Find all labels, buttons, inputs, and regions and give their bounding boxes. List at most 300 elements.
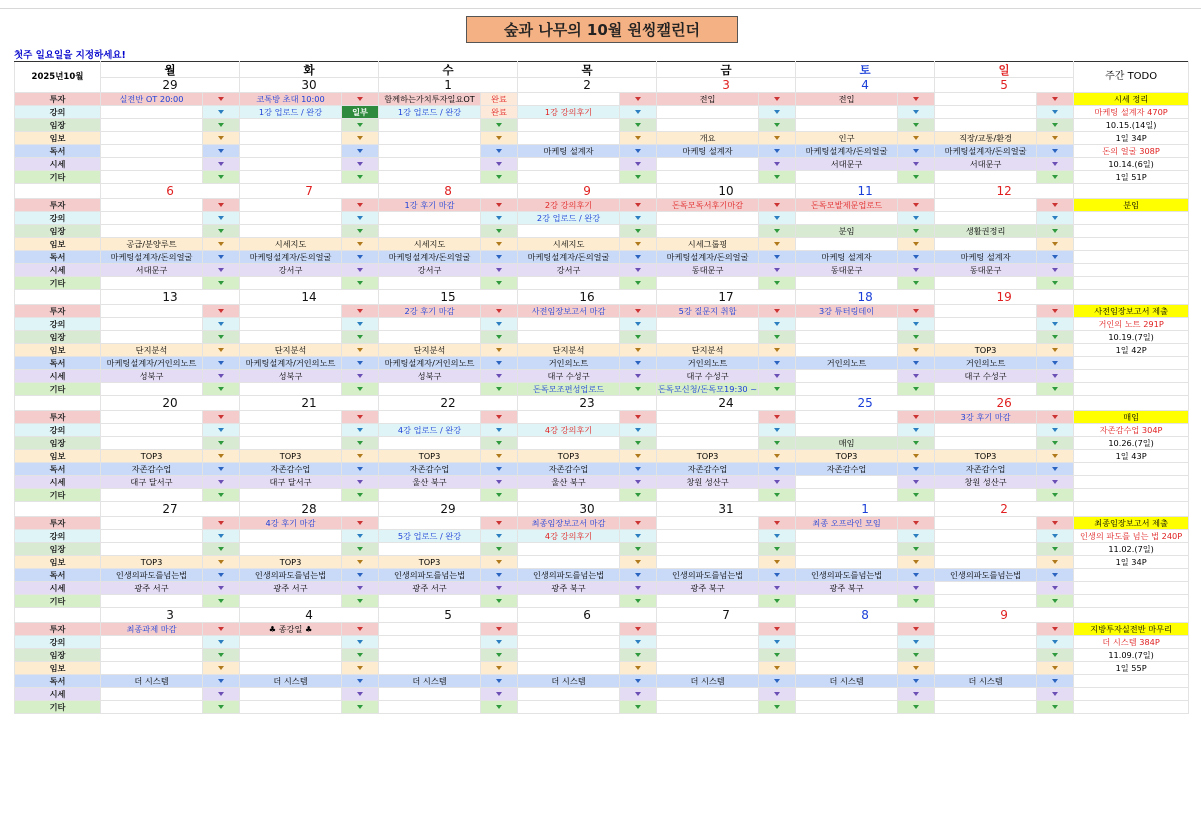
dropdown-arrow[interactable] — [759, 106, 796, 119]
dropdown-arrow[interactable] — [342, 318, 379, 331]
entry-cell[interactable] — [240, 357, 342, 370]
dropdown-arrow[interactable] — [1037, 383, 1074, 396]
todo-cell[interactable] — [1074, 383, 1189, 396]
dropdown-arrow[interactable] — [620, 411, 657, 424]
entry-cell[interactable] — [518, 132, 620, 145]
entry-cell[interactable] — [101, 106, 203, 119]
entry-cell[interactable] — [518, 662, 620, 675]
entry-cell[interactable] — [379, 331, 481, 344]
date-cell[interactable]: 30 — [518, 502, 657, 517]
dropdown-arrow[interactable] — [342, 543, 379, 556]
dropdown-arrow[interactable] — [620, 582, 657, 595]
dropdown-arrow[interactable] — [620, 264, 657, 277]
dropdown-arrow[interactable] — [342, 370, 379, 383]
dropdown-arrow[interactable] — [203, 411, 240, 424]
dropdown-arrow[interactable] — [481, 212, 518, 225]
dropdown-arrow[interactable] — [342, 623, 379, 636]
dropdown-arrow[interactable] — [898, 675, 935, 688]
date-cell[interactable]: 7 — [657, 608, 796, 623]
entry-cell[interactable] — [101, 383, 203, 396]
dropdown-arrow[interactable] — [620, 106, 657, 119]
entry-cell[interactable] — [935, 476, 1037, 489]
entry-cell[interactable] — [796, 145, 898, 158]
entry-cell[interactable] — [935, 556, 1037, 569]
dropdown-arrow[interactable] — [342, 93, 379, 106]
entry-cell[interactable] — [379, 517, 481, 530]
entry-cell[interactable] — [657, 318, 759, 331]
entry-cell[interactable] — [240, 595, 342, 608]
entry-cell[interactable] — [240, 318, 342, 331]
entry-cell[interactable] — [657, 238, 759, 251]
entry-cell[interactable] — [240, 199, 342, 212]
entry-cell[interactable] — [657, 264, 759, 277]
dropdown-arrow[interactable] — [620, 305, 657, 318]
entry-cell[interactable] — [518, 318, 620, 331]
entry-cell[interactable] — [796, 701, 898, 714]
dropdown-arrow[interactable] — [203, 171, 240, 184]
dropdown-arrow[interactable] — [1037, 595, 1074, 608]
entry-cell[interactable] — [379, 212, 481, 225]
dropdown-arrow[interactable] — [342, 530, 379, 543]
dropdown-arrow[interactable] — [203, 649, 240, 662]
entry-cell[interactable] — [657, 476, 759, 489]
date-cell[interactable]: 1 — [796, 502, 935, 517]
entry-cell[interactable] — [935, 688, 1037, 701]
entry-cell[interactable] — [379, 636, 481, 649]
dropdown-arrow[interactable] — [481, 623, 518, 636]
entry-cell[interactable] — [101, 158, 203, 171]
dropdown-arrow[interactable] — [1037, 530, 1074, 543]
entry-cell[interactable] — [796, 251, 898, 264]
entry-cell[interactable] — [379, 171, 481, 184]
dropdown-arrow[interactable] — [481, 662, 518, 675]
entry-cell[interactable] — [935, 225, 1037, 238]
dropdown-arrow[interactable] — [620, 489, 657, 502]
entry-cell[interactable] — [935, 318, 1037, 331]
dropdown-arrow[interactable] — [1037, 662, 1074, 675]
entry-cell[interactable] — [657, 517, 759, 530]
dropdown-arrow[interactable] — [620, 517, 657, 530]
dropdown-arrow[interactable] — [203, 212, 240, 225]
entry-cell[interactable] — [240, 145, 342, 158]
entry-cell[interactable] — [935, 582, 1037, 595]
dropdown-arrow[interactable] — [759, 623, 796, 636]
dropdown-arrow[interactable] — [759, 158, 796, 171]
entry-cell[interactable] — [379, 649, 481, 662]
entry-cell[interactable] — [657, 530, 759, 543]
dropdown-arrow[interactable] — [342, 119, 379, 132]
dropdown-arrow[interactable] — [620, 145, 657, 158]
dropdown-arrow[interactable] — [481, 305, 518, 318]
entry-cell[interactable] — [518, 701, 620, 714]
dropdown-arrow[interactable] — [342, 437, 379, 450]
dropdown-arrow[interactable] — [1037, 569, 1074, 582]
entry-cell[interactable] — [101, 450, 203, 463]
date-cell[interactable]: 2 — [935, 502, 1074, 517]
date-cell[interactable]: 29 — [101, 78, 240, 93]
entry-cell[interactable] — [796, 318, 898, 331]
dropdown-arrow[interactable] — [898, 569, 935, 582]
date-cell[interactable]: 11 — [796, 184, 935, 199]
dropdown-arrow[interactable] — [898, 158, 935, 171]
dropdown-arrow[interactable] — [620, 662, 657, 675]
entry-cell[interactable] — [796, 277, 898, 290]
dropdown-arrow[interactable] — [203, 370, 240, 383]
entry-cell[interactable] — [935, 357, 1037, 370]
entry-cell[interactable] — [657, 701, 759, 714]
date-cell[interactable]: 25 — [796, 396, 935, 411]
entry-cell[interactable] — [240, 93, 342, 106]
dropdown-arrow[interactable] — [1037, 277, 1074, 290]
dropdown-arrow[interactable] — [620, 476, 657, 489]
date-cell[interactable]: 9 — [518, 184, 657, 199]
entry-cell[interactable] — [657, 424, 759, 437]
entry-cell[interactable] — [935, 344, 1037, 357]
entry-cell[interactable] — [379, 688, 481, 701]
dropdown-arrow[interactable] — [481, 251, 518, 264]
dropdown-arrow[interactable] — [342, 517, 379, 530]
entry-cell[interactable] — [101, 132, 203, 145]
dropdown-arrow[interactable] — [620, 556, 657, 569]
entry-cell[interactable] — [240, 305, 342, 318]
dropdown-arrow[interactable] — [898, 623, 935, 636]
entry-cell[interactable] — [796, 119, 898, 132]
dropdown-arrow[interactable] — [481, 688, 518, 701]
dropdown-arrow[interactable] — [342, 411, 379, 424]
dropdown-arrow[interactable] — [759, 489, 796, 502]
dropdown-arrow[interactable] — [342, 251, 379, 264]
entry-cell[interactable] — [379, 264, 481, 277]
dropdown-arrow[interactable] — [1037, 463, 1074, 476]
dropdown-arrow[interactable] — [203, 357, 240, 370]
entry-cell[interactable] — [518, 277, 620, 290]
entry-cell[interactable] — [240, 582, 342, 595]
entry-cell[interactable] — [796, 675, 898, 688]
dropdown-arrow[interactable] — [1037, 623, 1074, 636]
dropdown-arrow[interactable] — [759, 675, 796, 688]
entry-cell[interactable] — [796, 132, 898, 145]
dropdown-arrow[interactable] — [1037, 238, 1074, 251]
dropdown-arrow[interactable] — [203, 119, 240, 132]
todo-cell[interactable] — [1074, 331, 1189, 344]
date-cell[interactable]: 23 — [518, 396, 657, 411]
dropdown-arrow[interactable] — [481, 318, 518, 331]
dropdown-arrow[interactable] — [481, 517, 518, 530]
dropdown-arrow[interactable] — [481, 556, 518, 569]
entry-cell[interactable] — [379, 251, 481, 264]
dropdown-arrow[interactable] — [481, 595, 518, 608]
dropdown-arrow[interactable] — [203, 251, 240, 264]
dropdown-arrow[interactable] — [759, 662, 796, 675]
dropdown-arrow[interactable] — [620, 437, 657, 450]
entry-cell[interactable] — [379, 437, 481, 450]
todo-cell[interactable] — [1074, 277, 1189, 290]
dropdown-arrow[interactable] — [481, 543, 518, 556]
dropdown-arrow[interactable] — [1037, 145, 1074, 158]
todo-cell[interactable] — [1074, 344, 1189, 357]
dropdown-arrow[interactable] — [342, 145, 379, 158]
entry-cell[interactable] — [101, 119, 203, 132]
dropdown-arrow[interactable] — [1037, 93, 1074, 106]
entry-cell[interactable] — [796, 93, 898, 106]
dropdown-arrow[interactable] — [759, 238, 796, 251]
date-cell[interactable]: 5 — [379, 608, 518, 623]
entry-cell[interactable] — [240, 636, 342, 649]
entry-cell[interactable] — [796, 225, 898, 238]
entry-cell[interactable] — [240, 543, 342, 556]
entry-cell[interactable] — [379, 623, 481, 636]
entry-cell[interactable] — [518, 238, 620, 251]
dropdown-arrow[interactable] — [898, 701, 935, 714]
dropdown-arrow[interactable] — [898, 582, 935, 595]
dropdown-arrow[interactable] — [342, 675, 379, 688]
dropdown-arrow[interactable] — [759, 556, 796, 569]
dropdown-arrow[interactable] — [203, 238, 240, 251]
entry-cell[interactable] — [101, 463, 203, 476]
date-cell[interactable]: 12 — [935, 184, 1074, 199]
dropdown-arrow[interactable] — [1037, 437, 1074, 450]
dropdown-arrow[interactable] — [1037, 370, 1074, 383]
dropdown-arrow[interactable] — [759, 701, 796, 714]
date-cell[interactable]: 29 — [379, 502, 518, 517]
dropdown-arrow[interactable] — [203, 93, 240, 106]
entry-cell[interactable] — [101, 424, 203, 437]
entry-cell[interactable] — [518, 212, 620, 225]
entry-cell[interactable] — [518, 264, 620, 277]
dropdown-arrow[interactable] — [1037, 119, 1074, 132]
dropdown-arrow[interactable] — [342, 132, 379, 145]
dropdown-arrow[interactable] — [203, 450, 240, 463]
date-cell[interactable]: 13 — [101, 290, 240, 305]
dropdown-arrow[interactable] — [898, 662, 935, 675]
dropdown-arrow[interactable] — [481, 238, 518, 251]
dropdown-arrow[interactable] — [620, 463, 657, 476]
entry-cell[interactable] — [240, 424, 342, 437]
entry-cell[interactable] — [935, 649, 1037, 662]
dropdown-arrow[interactable] — [1037, 517, 1074, 530]
dropdown-arrow[interactable] — [620, 370, 657, 383]
dropdown-arrow[interactable] — [342, 277, 379, 290]
entry-cell[interactable] — [240, 383, 342, 396]
entry-cell[interactable] — [240, 344, 342, 357]
entry-cell[interactable] — [657, 119, 759, 132]
todo-cell[interactable] — [1074, 357, 1189, 370]
entry-cell[interactable] — [935, 623, 1037, 636]
entry-cell[interactable] — [518, 582, 620, 595]
entry-cell[interactable] — [657, 171, 759, 184]
entry-cell[interactable] — [101, 489, 203, 502]
dropdown-arrow[interactable] — [203, 675, 240, 688]
dropdown-arrow[interactable] — [203, 463, 240, 476]
entry-cell[interactable] — [518, 383, 620, 396]
entry-cell[interactable] — [796, 595, 898, 608]
dropdown-arrow[interactable] — [342, 636, 379, 649]
entry-cell[interactable] — [240, 688, 342, 701]
todo-cell[interactable] — [1074, 649, 1189, 662]
dropdown-arrow[interactable] — [620, 424, 657, 437]
todo-cell[interactable] — [1074, 556, 1189, 569]
dropdown-arrow[interactable] — [481, 158, 518, 171]
entry-cell[interactable] — [518, 450, 620, 463]
dropdown-arrow[interactable] — [620, 530, 657, 543]
entry-cell[interactable] — [379, 411, 481, 424]
dropdown-arrow[interactable] — [342, 424, 379, 437]
entry-cell[interactable] — [935, 662, 1037, 675]
entry-cell[interactable] — [935, 305, 1037, 318]
date-cell[interactable]: 9 — [935, 608, 1074, 623]
entry-cell[interactable] — [935, 595, 1037, 608]
entry-cell[interactable] — [518, 543, 620, 556]
entry-cell[interactable] — [935, 383, 1037, 396]
dropdown-arrow[interactable] — [481, 636, 518, 649]
dropdown-arrow[interactable] — [898, 530, 935, 543]
dropdown-arrow[interactable] — [203, 701, 240, 714]
entry-cell[interactable] — [240, 212, 342, 225]
entry-cell[interactable] — [657, 212, 759, 225]
entry-cell[interactable] — [240, 649, 342, 662]
dropdown-arrow[interactable] — [898, 424, 935, 437]
dropdown-arrow[interactable] — [342, 264, 379, 277]
todo-cell[interactable] — [1074, 595, 1189, 608]
todo-cell[interactable] — [1074, 238, 1189, 251]
entry-cell[interactable] — [101, 675, 203, 688]
dropdown-arrow[interactable] — [620, 623, 657, 636]
entry-cell[interactable] — [935, 331, 1037, 344]
dropdown-arrow[interactable] — [759, 145, 796, 158]
dropdown-arrow[interactable] — [759, 344, 796, 357]
date-cell[interactable]: 22 — [379, 396, 518, 411]
dropdown-arrow[interactable] — [898, 199, 935, 212]
entry-cell[interactable] — [101, 171, 203, 184]
entry-cell[interactable] — [101, 277, 203, 290]
entry-cell[interactable] — [379, 675, 481, 688]
calendar-title[interactable]: 숲과 나무의 10월 원씽캘린더 — [466, 16, 738, 43]
entry-cell[interactable] — [935, 119, 1037, 132]
dropdown-arrow[interactable] — [898, 238, 935, 251]
entry-cell[interactable] — [935, 370, 1037, 383]
dropdown-arrow[interactable] — [759, 132, 796, 145]
dropdown-arrow[interactable] — [1037, 636, 1074, 649]
entry-cell[interactable] — [101, 93, 203, 106]
dropdown-arrow[interactable] — [1037, 225, 1074, 238]
dropdown-arrow[interactable] — [898, 463, 935, 476]
dropdown-arrow[interactable] — [759, 251, 796, 264]
entry-cell[interactable] — [657, 569, 759, 582]
entry-cell[interactable] — [657, 636, 759, 649]
entry-cell[interactable] — [657, 649, 759, 662]
entry-cell[interactable] — [240, 277, 342, 290]
dropdown-arrow[interactable] — [759, 305, 796, 318]
date-cell[interactable]: 8 — [796, 608, 935, 623]
entry-cell[interactable] — [657, 595, 759, 608]
dropdown-arrow[interactable] — [342, 238, 379, 251]
todo-cell[interactable] — [1074, 225, 1189, 238]
entry-cell[interactable] — [935, 212, 1037, 225]
dropdown-arrow[interactable] — [898, 556, 935, 569]
dropdown-arrow[interactable] — [620, 595, 657, 608]
entry-cell[interactable] — [240, 251, 342, 264]
dropdown-arrow[interactable] — [203, 623, 240, 636]
dropdown-arrow[interactable] — [481, 450, 518, 463]
todo-cell[interactable] — [1074, 530, 1189, 543]
entry-cell[interactable] — [518, 556, 620, 569]
entry-cell[interactable] — [657, 370, 759, 383]
dropdown-arrow[interactable] — [1037, 344, 1074, 357]
entry-cell[interactable] — [796, 688, 898, 701]
entry-cell[interactable] — [657, 158, 759, 171]
entry-cell[interactable] — [657, 675, 759, 688]
dropdown-arrow[interactable] — [203, 318, 240, 331]
dropdown-arrow[interactable] — [481, 277, 518, 290]
dropdown-arrow[interactable] — [759, 530, 796, 543]
entry-cell[interactable] — [240, 437, 342, 450]
todo-cell[interactable] — [1074, 582, 1189, 595]
entry-cell[interactable] — [518, 437, 620, 450]
todo-cell[interactable] — [1074, 158, 1189, 171]
entry-cell[interactable] — [935, 251, 1037, 264]
dropdown-arrow[interactable] — [203, 145, 240, 158]
dropdown-arrow[interactable] — [342, 344, 379, 357]
dropdown-arrow[interactable] — [759, 357, 796, 370]
dropdown-arrow[interactable] — [342, 331, 379, 344]
entry-cell[interactable] — [935, 199, 1037, 212]
entry-cell[interactable] — [796, 357, 898, 370]
dropdown-arrow[interactable] — [898, 411, 935, 424]
entry-cell[interactable] — [935, 701, 1037, 714]
date-cell[interactable]: 6 — [101, 184, 240, 199]
entry-cell[interactable] — [796, 636, 898, 649]
dropdown-arrow[interactable] — [203, 106, 240, 119]
dropdown-arrow[interactable] — [1037, 158, 1074, 171]
dropdown-arrow[interactable] — [620, 251, 657, 264]
dropdown-arrow[interactable] — [1037, 318, 1074, 331]
dropdown-arrow[interactable] — [342, 225, 379, 238]
entry-cell[interactable] — [796, 264, 898, 277]
dropdown-arrow[interactable] — [759, 688, 796, 701]
dropdown-arrow[interactable] — [898, 383, 935, 396]
entry-cell[interactable] — [657, 489, 759, 502]
entry-cell[interactable] — [379, 543, 481, 556]
dropdown-arrow[interactable] — [203, 556, 240, 569]
dropdown-arrow[interactable] — [203, 331, 240, 344]
dropdown-arrow[interactable] — [203, 344, 240, 357]
dropdown-arrow[interactable] — [1037, 264, 1074, 277]
entry-cell[interactable] — [101, 212, 203, 225]
dropdown-arrow[interactable] — [759, 543, 796, 556]
date-cell[interactable]: 5 — [935, 78, 1074, 93]
dropdown-arrow[interactable] — [342, 158, 379, 171]
dropdown-arrow[interactable] — [898, 450, 935, 463]
dropdown-arrow[interactable] — [481, 119, 518, 132]
dropdown-arrow[interactable] — [1037, 424, 1074, 437]
entry-cell[interactable] — [101, 145, 203, 158]
dropdown-arrow[interactable] — [203, 199, 240, 212]
dropdown-arrow[interactable] — [481, 357, 518, 370]
dropdown-arrow[interactable] — [759, 517, 796, 530]
todo-cell[interactable] — [1074, 145, 1189, 158]
dropdown-arrow[interactable] — [481, 264, 518, 277]
entry-cell[interactable] — [101, 199, 203, 212]
dropdown-arrow[interactable] — [342, 383, 379, 396]
date-cell[interactable]: 16 — [518, 290, 657, 305]
dropdown-arrow[interactable] — [898, 476, 935, 489]
dropdown-arrow[interactable] — [481, 582, 518, 595]
entry-cell[interactable] — [379, 383, 481, 396]
entry-cell[interactable] — [518, 305, 620, 318]
entry-cell[interactable] — [657, 132, 759, 145]
entry-cell[interactable] — [240, 119, 342, 132]
dropdown-arrow[interactable] — [620, 636, 657, 649]
